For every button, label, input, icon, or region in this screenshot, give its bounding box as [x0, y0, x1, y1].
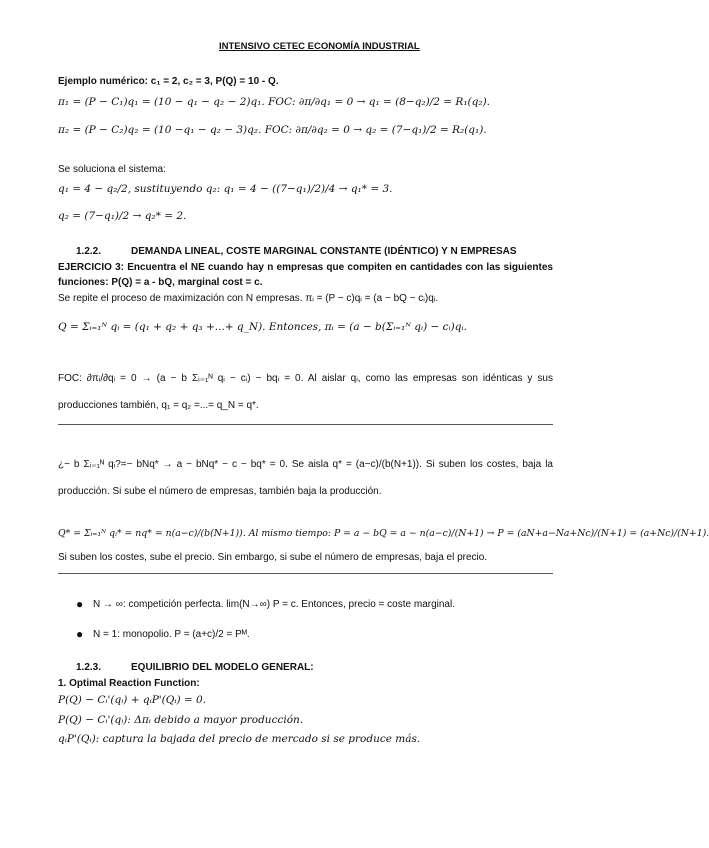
section-title-123: EQUILIBRIO DEL MODELO GENERAL:: [131, 662, 314, 673]
bullet-icon: ●: [76, 597, 84, 611]
separator-bottom: [58, 573, 553, 574]
block2-line-1: ¿− b Σᵢ₌₁ᴺ qᵢ?=− bNq* → a − bNq* − c − bq* = 0. Se aisla q* = (a−c)/(b(N+1)). Si suben los costes, baja la: [58, 459, 553, 470]
bullet-item-2: N = 1: monopolio. P = (a+c)/2 = Pᴹ.: [93, 629, 250, 640]
exercise-line-4: Q = Σᵢ₌₁ᴺ qᵢ = (q₁ + q₂ + q₃ +...+ q_N). Entonces, πᵢ = (a − b(Σᵢ₌₁ᴺ qᵢ) − cᵢ)qᵢ.: [58, 321, 467, 333]
example-heading: Ejemplo numérico: c₁ = 2, c₂ = 3, P(Q) = 10 - Q.: [58, 76, 279, 87]
exercise-statement-2: funciones: P(Q) = a - bQ, marginal cost = c.: [58, 277, 263, 288]
bullet-icon: ●: [76, 627, 84, 641]
section-number-123: 1.2.3.: [76, 662, 102, 673]
separator-top: [58, 424, 553, 425]
equation-1: P(Q) − Cᵢ'(qᵢ) + qᵢP'(Qᵢ) = 0.: [58, 694, 207, 706]
section-title-122: DEMANDA LINEAL, COSTE MARGINAL CONSTANTE (IDÉNTICO) Y N EMPRESAS: [131, 246, 517, 257]
bullet-item-1: N → ∞: competición perfecta. lim(N→∞) P = c. Entonces, precio = coste marginal.: [93, 599, 455, 610]
equation-2: P(Q) − Cᵢ'(qᵢ): Δπᵢ debido a mayor producción.: [58, 714, 304, 726]
block2-line-3: Q* = Σᵢ₌₁ᴺ qᵢ* = nq* = n(a−c)/(b(N+1)). Al mismo tiempo: P = a − bQ = a − n(a−c)/(N+1) → P = (aN+a−Na+Nc)/(N+1) = (a+Nc)/(N+1).: [58, 528, 709, 539]
exercise-line-3: Se repite el proceso de maximización con N empresas. πᵢ = (P − c)qᵢ = (a − bQ − cᵢ)qᵢ.: [58, 293, 439, 304]
block2-line-2: producción. Si sube el número de empresas, también baja la producción.: [58, 486, 382, 497]
equation-3: qᵢP'(Qᵢ): captura la bajada del precio de mercado si se produce más.: [58, 733, 421, 745]
subsection-title: 1. Optimal Reaction Function:: [58, 678, 200, 689]
profit-eq-1: π₁ = (P − C₁)q₁ = (10 − q₁ − q₂ − 2)q₁. FOC: ∂π/∂q₁ = 0 → q₁ = (8−q₂)/2 = R₁(q₂).: [58, 96, 491, 108]
page-title: INTENSIVO CETEC ECONOMÍA INDUSTRIAL: [219, 41, 420, 52]
profit-eq-2: π₂ = (P − C₂)q₂ = (10 −q₁ − q₂ − 3)q₂. FOC: ∂π/∂q₂ = 0 → q₂ = (7−q₁)/2 = R₂(q₁).: [58, 124, 487, 136]
foc-line-1: FOC: ∂πᵢ/∂qᵢ = 0 → (a − b Σᵢ₌₁ᴺ qᵢ − cᵢ) − bqᵢ = 0. Al aislar qᵢ, como las empresas son idénticas y sus: [58, 373, 553, 384]
section-number-122: 1.2.2.: [76, 246, 102, 257]
block2-line-4: Si suben los costes, sube el precio. Sin embargo, si sube el número de empresas, baja el precio.: [58, 552, 488, 563]
exercise-statement-1: EJERCICIO 3: Encuentra el NE cuando hay n empresas que compiten en cantidades con las siguientes: [58, 262, 553, 273]
solve-text: Se soluciona el sistema:: [58, 164, 166, 175]
foc-line-2: producciones también, q₁ = q₂ =...= q_N = q*.: [58, 400, 259, 411]
q2-solution: q₂ = (7−q₁)/2 → q₂* = 2.: [58, 210, 187, 222]
q1-solution: q₁ = 4 − q₂/2, sustituyendo q₂: q₁ = 4 − ((7−q₁)/2)/4 → q₁* = 3.: [58, 183, 393, 195]
